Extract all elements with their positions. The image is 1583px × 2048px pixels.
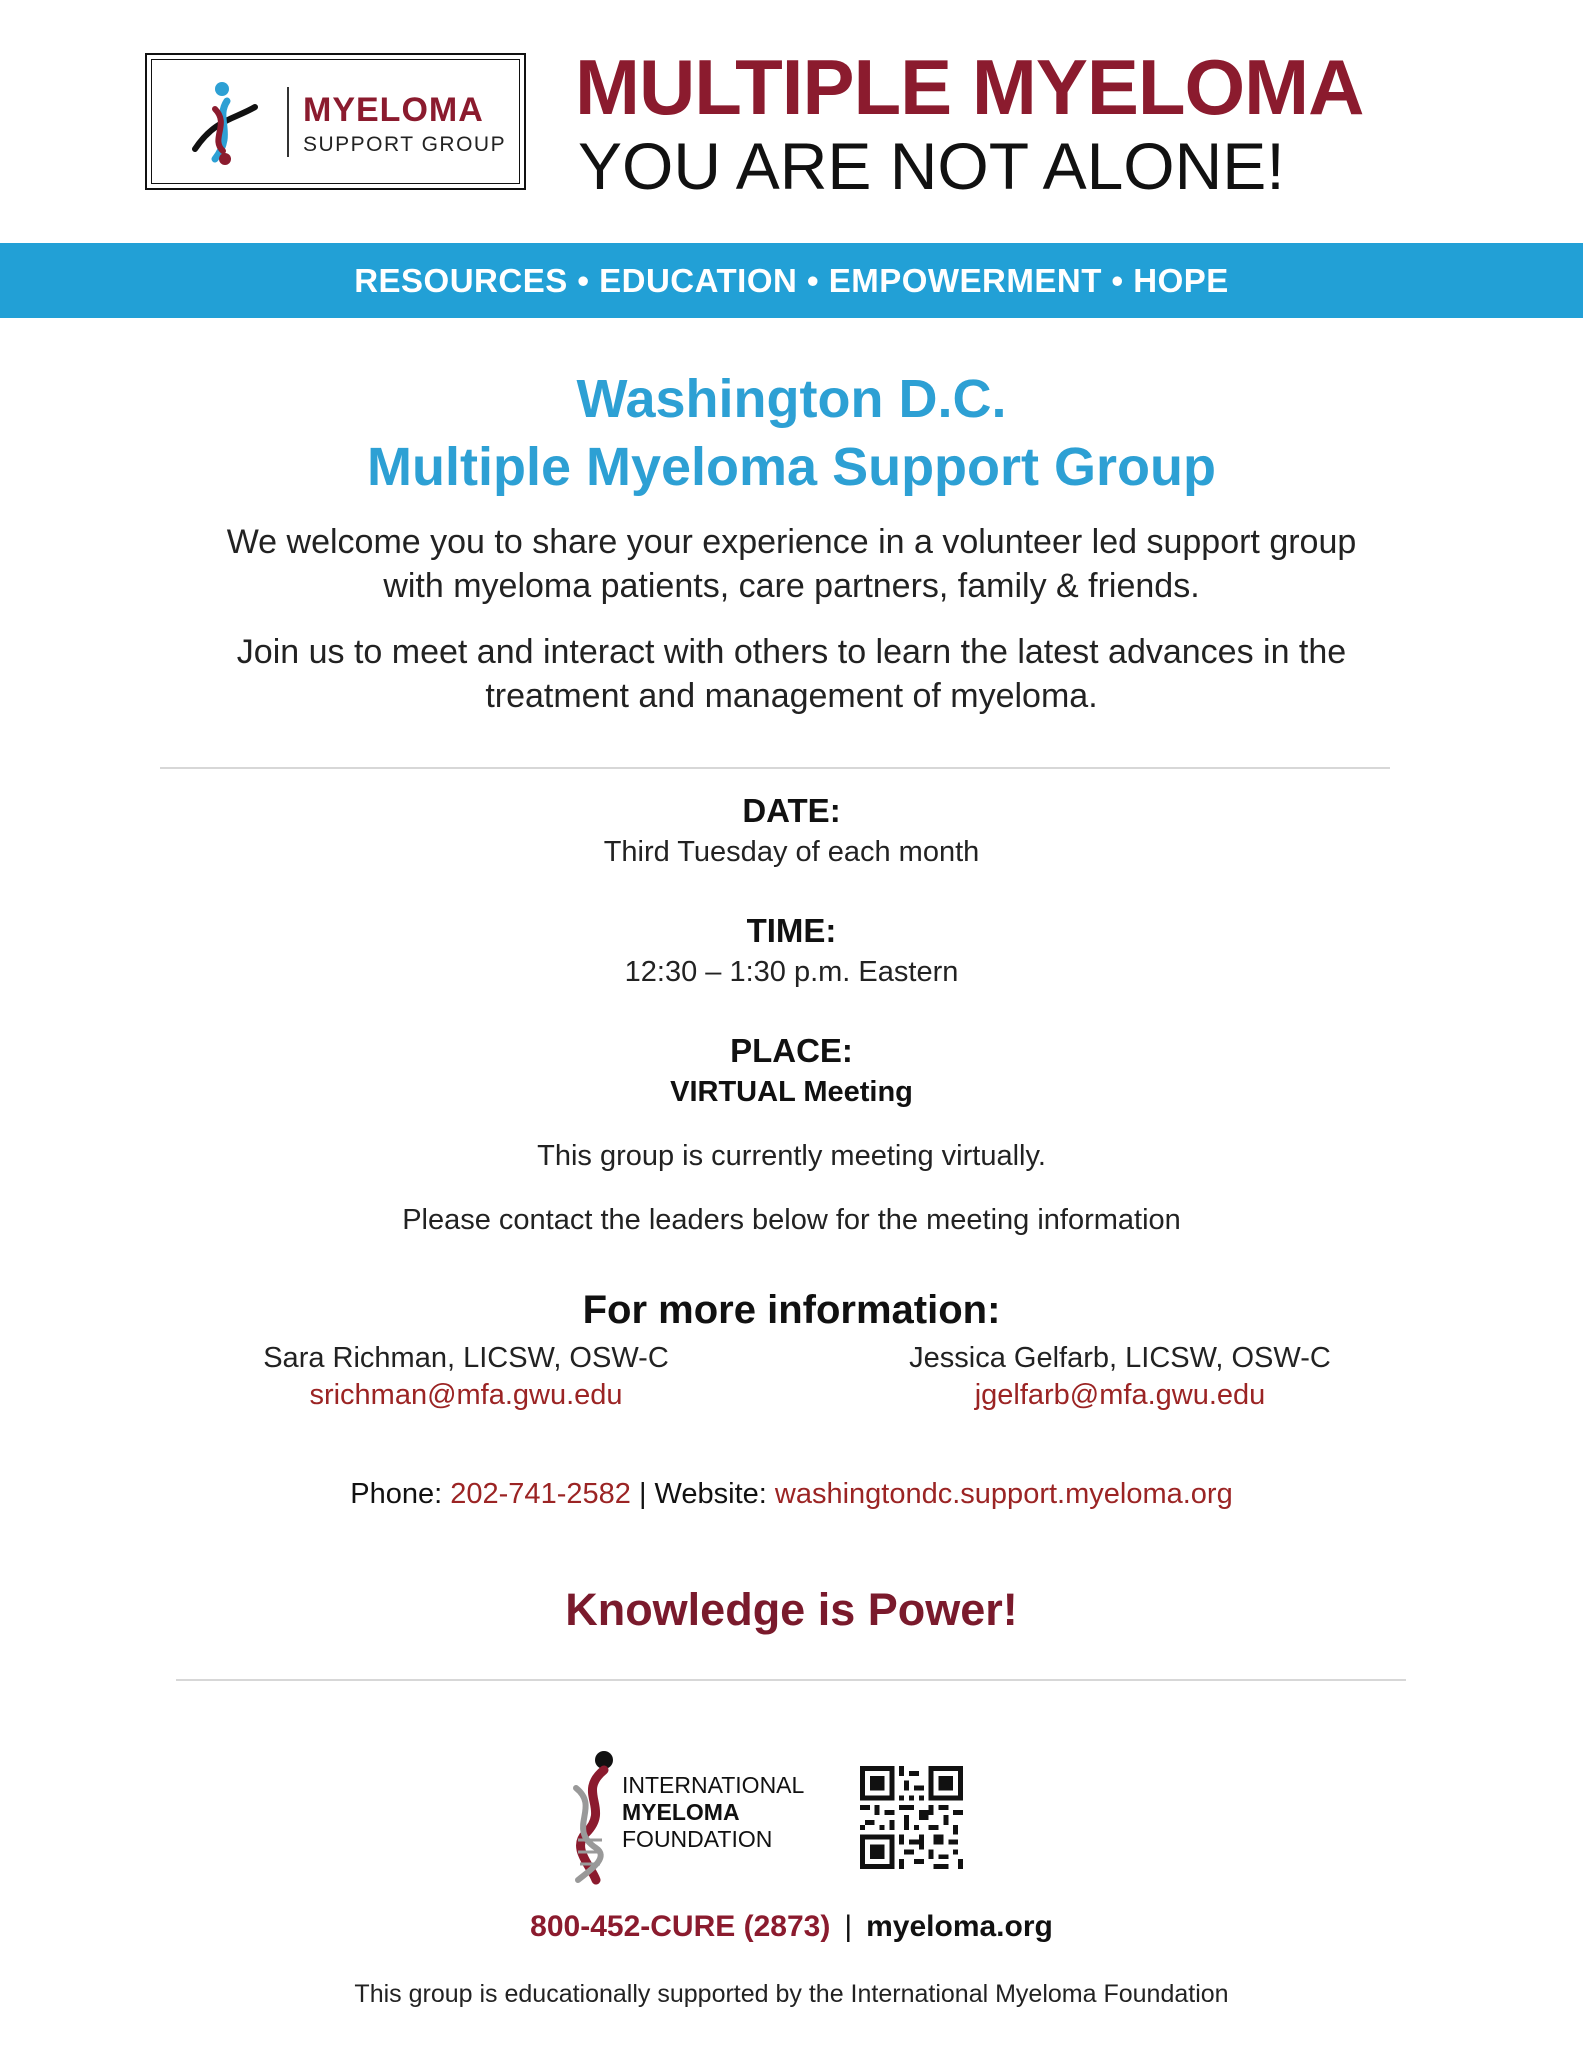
hotline-link[interactable]: 800-452-CURE (2873) — [530, 1910, 831, 1943]
separator: | — [638, 1478, 647, 1510]
separator: | — [844, 1910, 853, 1943]
intro-paragraph-2 — [0, 630, 1583, 718]
contact-email-link[interactable]: jgelfarb@mfa.gwu.edu — [974, 1379, 1266, 1411]
contact-card — [186, 1342, 746, 1412]
more-info-heading: For more information: — [582, 1288, 1001, 1332]
logo-word-myeloma: MYELOMA — [303, 91, 484, 129]
time-label: TIME: — [746, 912, 837, 949]
imf-line-3: FOUNDATION — [622, 1826, 773, 1852]
contact-name: Jessica Gelfarb, LICSW, OSW-C — [909, 1342, 1331, 1374]
footer-contact-line — [0, 1910, 1583, 1944]
divider — [160, 767, 1390, 769]
dna-figure-icon — [556, 1748, 626, 1886]
imf-line-1: INTERNATIONAL — [622, 1772, 805, 1798]
phone-link[interactable]: 202-741-2582 — [450, 1478, 631, 1510]
date-value: Third Tuesday of each month — [603, 836, 980, 868]
intro-p2-line1: Join us to meet and interact with others to learn the latest advances in the — [236, 633, 1347, 671]
banner — [0, 243, 1583, 318]
time-value: 12:30 – 1:30 p.m. Eastern — [624, 956, 959, 988]
footer-note: This group is educationally supported by the International Myeloma Foundation — [354, 1980, 1229, 2008]
website-link[interactable]: washingtondc.support.myeloma.org — [774, 1478, 1233, 1510]
phone-label: Phone: — [350, 1478, 443, 1510]
headline-primary: MULTIPLE MYELOMA — [575, 43, 1364, 131]
support-group-logo — [145, 53, 526, 190]
qr-code-icon[interactable] — [860, 1766, 963, 1869]
phone-website-line — [0, 1478, 1583, 1511]
virtual-note: This group is currently meeting virtually. — [537, 1140, 1046, 1172]
contact-card — [840, 1342, 1400, 1412]
site-link[interactable]: myeloma.org — [866, 1910, 1053, 1943]
page-title-group: Multiple Myeloma Support Group — [367, 437, 1216, 497]
website-label: Website: — [654, 1478, 767, 1510]
intro-paragraph-1 — [0, 520, 1583, 608]
ribbon-figure-icon — [175, 79, 265, 167]
slogan: Knowledge is Power! — [565, 1584, 1018, 1635]
headline-secondary: YOU ARE NOT ALONE! — [578, 129, 1285, 203]
imf-wordmark — [622, 1772, 804, 1853]
place-label: PLACE: — [730, 1032, 853, 1069]
intro-p1-line1: We welcome you to share your experience in a volunteer led support group — [226, 523, 1357, 561]
contact-note: Please contact the leaders below for the meeting information — [402, 1204, 1181, 1236]
date-label: DATE: — [742, 792, 841, 829]
contact-email-link[interactable]: srichman@mfa.gwu.edu — [309, 1379, 623, 1411]
place-value: VIRTUAL Meeting — [670, 1076, 913, 1108]
intro-p1-line2: with myeloma patients, care partners, family & friends. — [383, 567, 1200, 605]
contact-name: Sara Richman, LICSW, OSW-C — [263, 1342, 669, 1374]
page-title-city: Washington D.C. — [576, 369, 1007, 429]
imf-line-2: MYELOMA — [622, 1799, 740, 1825]
banner-text: RESOURCES • EDUCATION • EMPOWERMENT • HOPE — [354, 262, 1229, 299]
intro-p2-line2: treatment and management of myeloma. — [485, 677, 1098, 715]
divider — [176, 1679, 1406, 1681]
logo-word-support-group: SUPPORT GROUP — [303, 133, 507, 156]
